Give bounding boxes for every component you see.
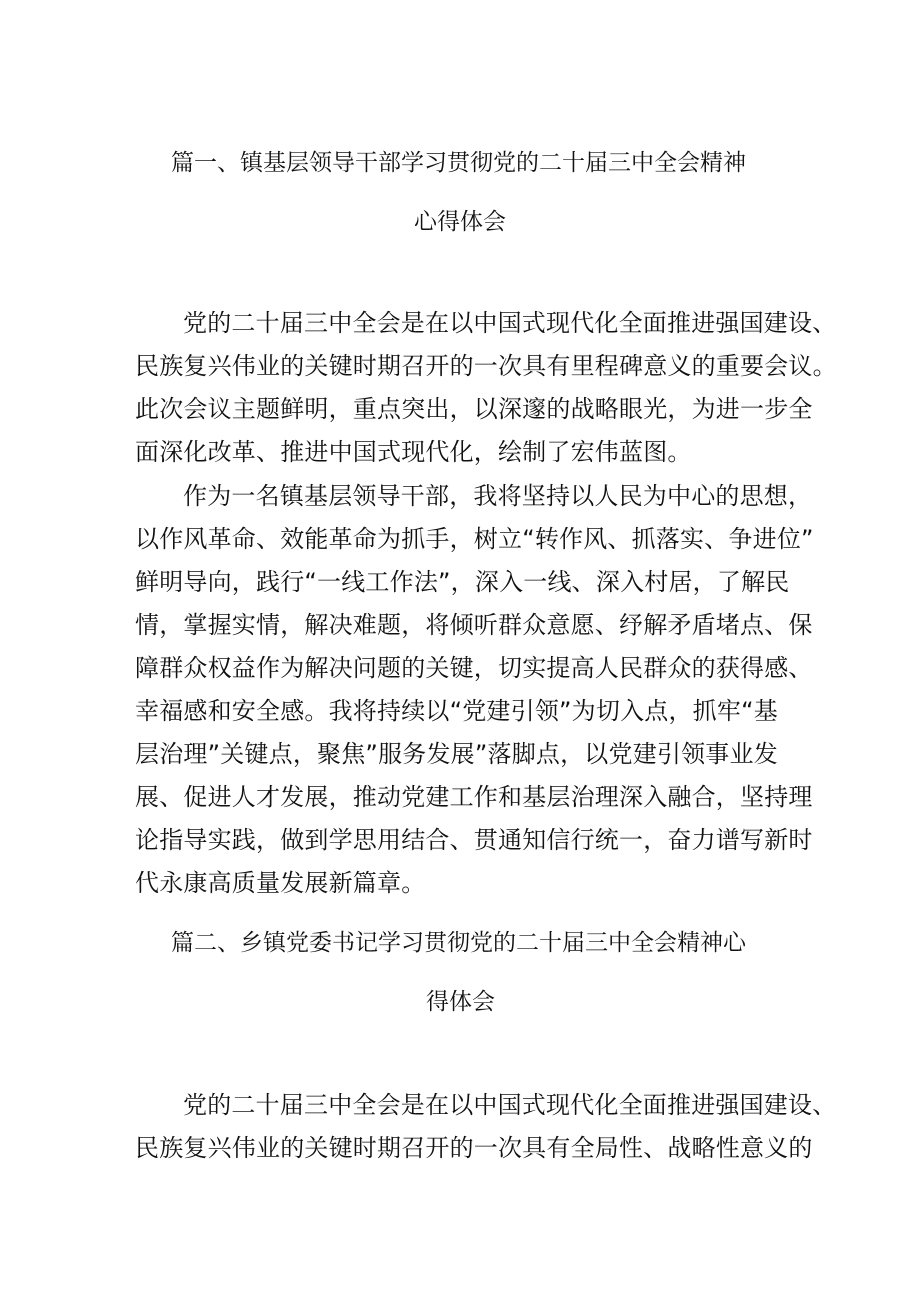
paragraph-line: 障群众权益作为解决问题的关键，切实提高人民群众的获得感、 bbox=[135, 654, 813, 682]
paragraph-line: 面深化改革、推进中国式现代化，绘制了宏伟蓝图。 bbox=[135, 438, 692, 466]
paragraph-line: 代永康高质量发展新篇章。 bbox=[135, 869, 426, 897]
paragraph-line: 以作风革命、效能革命为抓手，树立“转作风、抓落实、争进位” bbox=[135, 525, 814, 553]
section2-title-line2: 得体会 bbox=[426, 989, 495, 1015]
paragraph-line: 民族复兴伟业的关键时期召开的一次具有里程碑意义的重要会议。 bbox=[135, 352, 837, 380]
paragraph-line: 幸福感和安全感。我将持续以“党建引领”为切入点，抓牢“基 bbox=[135, 697, 778, 725]
paragraph-line: 鲜明导向，践行“一线工作法”，深入一线、深入村居，了解民 bbox=[135, 568, 790, 596]
paragraph-line: 层治理”关键点，聚焦”服务发展”落脚点，以党建引领事业发 bbox=[135, 740, 778, 768]
paragraph-line: 情，掌握实情，解决难题，将倾听群众意愿、纾解矛盾堵点、保 bbox=[135, 611, 813, 639]
section2-title-line1: 篇二、乡镇党委书记学习贯彻党的二十届三中全会精神心 bbox=[171, 930, 746, 956]
paragraph-line: 作为一名镇基层领导干部，我将坚持以人民为中心的思想， bbox=[183, 482, 813, 510]
paragraph-line: 此次会议主题鲜明，重点突出，以深邃的战略眼光，为进一步全 bbox=[135, 395, 813, 423]
paragraph-line: 论指导实践，做到学思用结合、贯通知信行统一，奋力谱写新时 bbox=[135, 826, 813, 854]
paragraph-line: 党的二十届三中全会是在以中国式现代化全面推进强国建设、 bbox=[183, 309, 837, 337]
paragraph-line: 党的二十届三中全会是在以中国式现代化全面推进强国建设、 bbox=[183, 1091, 837, 1119]
section1-title-line1: 篇一、镇基层领导干部学习贯彻党的二十届三中全会精神 bbox=[171, 150, 746, 176]
paragraph-line: 展、促进人才发展，推动党建工作和基层治理深入融合，坚持理 bbox=[135, 783, 813, 811]
section1-title-line2: 心得体会 bbox=[414, 209, 506, 235]
paragraph-line: 民族复兴伟业的关键时期召开的一次具有全局性、战略性意义的 bbox=[135, 1134, 813, 1162]
